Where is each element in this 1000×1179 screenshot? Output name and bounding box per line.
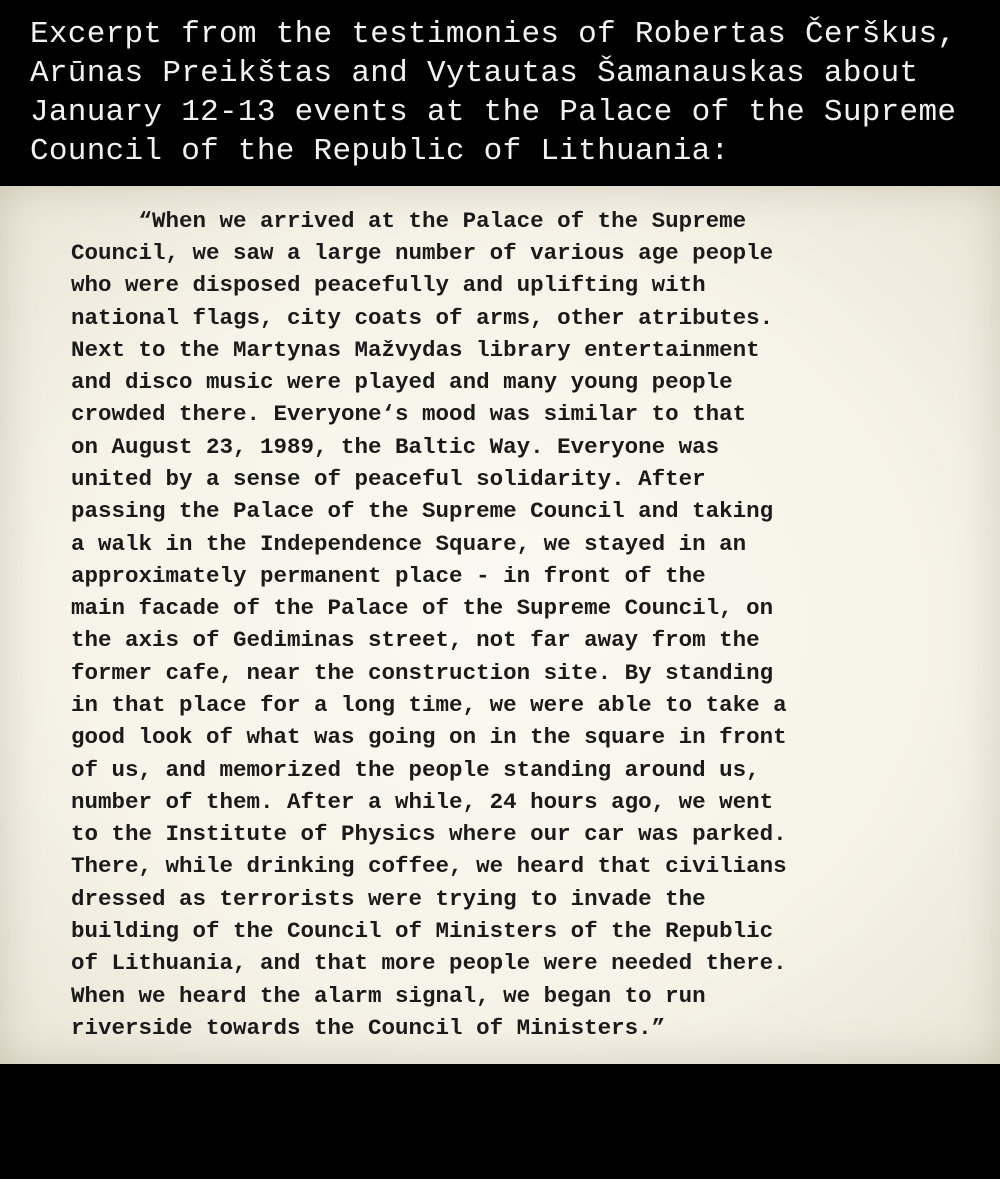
- quote-line: of us, and memorized the people standing around us,: [71, 757, 760, 783]
- quote-line: main facade of the Palace of the Supreme Council, on: [71, 595, 774, 621]
- quote-line: national flags, city coats of arms, other atributes.: [71, 305, 774, 331]
- quote-line: “When we arrived at the Palace of the Supreme: [71, 208, 747, 234]
- quote-line: There, while drinking coffee, we heard that civilians: [71, 853, 787, 879]
- quote-line: approximately permanent place - in front of the: [71, 563, 706, 589]
- quote-line: When we heard the alarm signal, we began to run: [71, 983, 706, 1009]
- quote-line: former cafe, near the construction site. By standing: [71, 660, 774, 686]
- quote-line: riverside towards the Council of Ministers.”: [71, 1015, 666, 1041]
- quote-line: united by a sense of peaceful solidarity. After: [71, 466, 706, 492]
- header-line: Council of the Republic of Lithuania:: [30, 134, 730, 169]
- header-line: January 12-13 events at the Palace of the Supreme: [30, 95, 957, 130]
- quote-line: crowded there. Everyone‘s mood was similar to that: [71, 401, 747, 427]
- header-line: Arūnas Preikštas and Vytautas Šamanauskas about: [30, 56, 919, 91]
- quote-line: who were disposed peacefully and uplifting with: [71, 272, 706, 298]
- quote-line: Next to the Martynas Mažvydas library entertainment: [71, 337, 760, 363]
- quote-line: number of them. After a while, 24 hours ago, we went: [71, 789, 774, 815]
- quote-line: building of the Council of Ministers of the Republic: [71, 918, 774, 944]
- quote-line: of Lithuania, and that more people were needed there.: [71, 950, 787, 976]
- header-banner: [0, 0, 1000, 186]
- quote-line: dressed as terrorists were trying to invade the: [71, 886, 706, 912]
- quote-line: and disco music were played and many young people: [71, 369, 733, 395]
- quote-line: good look of what was going on in the square in front: [71, 724, 787, 750]
- quote-line: the axis of Gediminas street, not far away from the: [71, 627, 760, 653]
- quote-line: passing the Palace of the Supreme Council and taking: [71, 498, 774, 524]
- quote-line: on August 23, 1989, the Baltic Way. Everyone was: [71, 434, 720, 460]
- quote-paper: [0, 186, 1000, 1064]
- quote-line: a walk in the Independence Square, we stayed in an: [71, 531, 747, 557]
- quote-line: in that place for a long time, we were able to take a: [71, 692, 787, 718]
- quote-line: Council, we saw a large number of various age people: [71, 240, 774, 266]
- header-line: Excerpt from the testimonies of Robertas Čerškus,: [30, 17, 957, 52]
- footer-band: [0, 1064, 1000, 1179]
- quote-line: to the Institute of Physics where our car was parked.: [71, 821, 787, 847]
